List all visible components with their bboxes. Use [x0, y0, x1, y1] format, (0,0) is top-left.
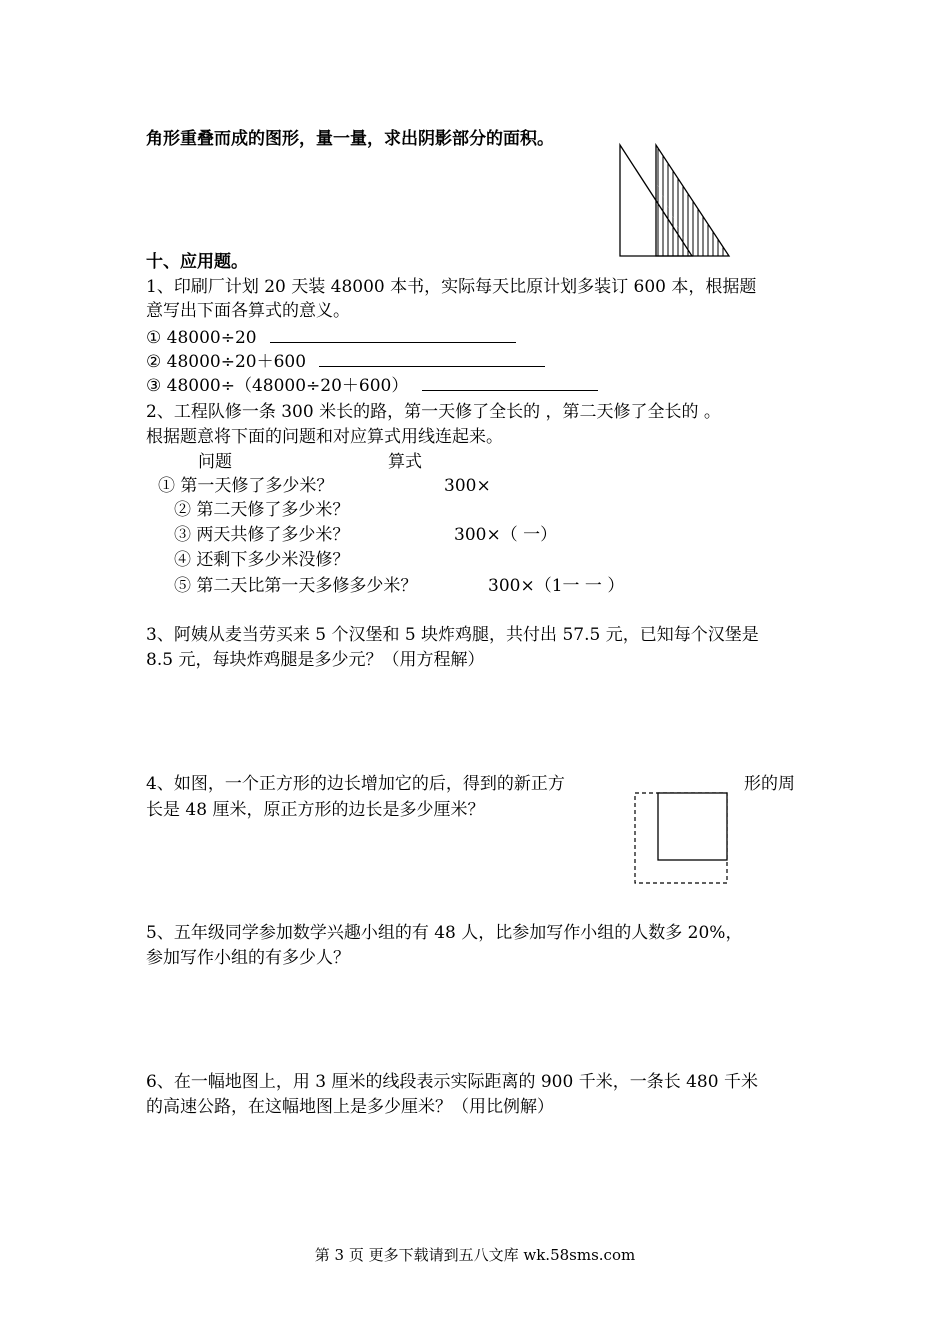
q1-line2: 意写出下面各算式的意义。: [146, 301, 350, 321]
q4-line1b: 形的周: [744, 774, 795, 794]
q1-item-1: ① 48000÷20: [146, 327, 516, 349]
q2-question-1: ① 第一天修了多少米？: [158, 476, 334, 496]
q2-header-question: 问题: [198, 452, 232, 472]
answer-blank[interactable]: [422, 375, 598, 391]
q6-line2: 的高速公路，在这幅地图上是多少厘米？（用比例解）: [146, 1097, 554, 1117]
q2-question-4: ④ 还剩下多少米没修？: [174, 550, 350, 570]
q2-line2: 根据题意将下面的问题和对应算式用线连起来。: [146, 427, 503, 447]
intro-line: 角形重叠而成的图形，量一量，求出阴影部分的面积。: [146, 129, 554, 149]
q2-formula-2: 300×（ 一）: [454, 525, 558, 545]
q3-line1: 3、阿姨从麦当劳买来 5 个汉堡和 5 块炸鸡腿，共付出 57.5 元，已知每个汉堡是: [146, 625, 759, 645]
q2-header-formula: 算式: [388, 452, 422, 472]
q3-line2: 8.5 元，每块炸鸡腿是多少元？（用方程解）: [146, 650, 485, 670]
q1-item-2: ② 48000÷20＋600: [146, 351, 545, 373]
q2-question-3: ③ 两天共修了多少米？: [174, 525, 350, 545]
answer-blank[interactable]: [270, 327, 516, 343]
q1-line1: 1、印刷厂计划 20 天装 48000 本书，实际每天比原计划多装订 600 本，根据题: [146, 277, 757, 297]
square-enlargement-figure: [632, 788, 732, 888]
q6-line1: 6、在一幅地图上，用 3 厘米的线段表示实际距离的 900 千米，一条长 480 千米: [146, 1072, 758, 1092]
q2-formula-3: 300×（1一 一 ）: [488, 576, 625, 596]
page-footer: 第 3 页 更多下载请到五八文库 wk.58sms.com: [314, 1246, 636, 1264]
answer-blank[interactable]: [319, 351, 545, 367]
section-title: 十、应用题。: [146, 252, 248, 272]
overlapping-triangles-figure: [616, 142, 736, 262]
q2-question-5: ⑤ 第二天比第一天多修多少米？: [174, 576, 418, 596]
q2-line1: 2、工程队修一条 300 米长的路，第一天修了全长的 ，第二天修了全长的 。: [146, 402, 721, 422]
q4-line2: 长是 48 厘米，原正方形的边长是多少厘米？: [146, 800, 485, 820]
q2-question-2: ② 第二天修了多少米？: [174, 500, 350, 520]
q2-formula-1: 300×: [444, 476, 491, 496]
q1-item-3: ③ 48000÷（48000÷20＋600）: [146, 375, 598, 397]
q5-line2: 参加写作小组的有多少人？: [146, 948, 350, 968]
q5-line1: 5、五年级同学参加数学兴趣小组的有 48 人，比参加写作小组的人数多 20%，: [146, 923, 743, 943]
q4-line1a: 4、如图，一个正方形的边长增加它的后，得到的新正方: [146, 774, 565, 794]
